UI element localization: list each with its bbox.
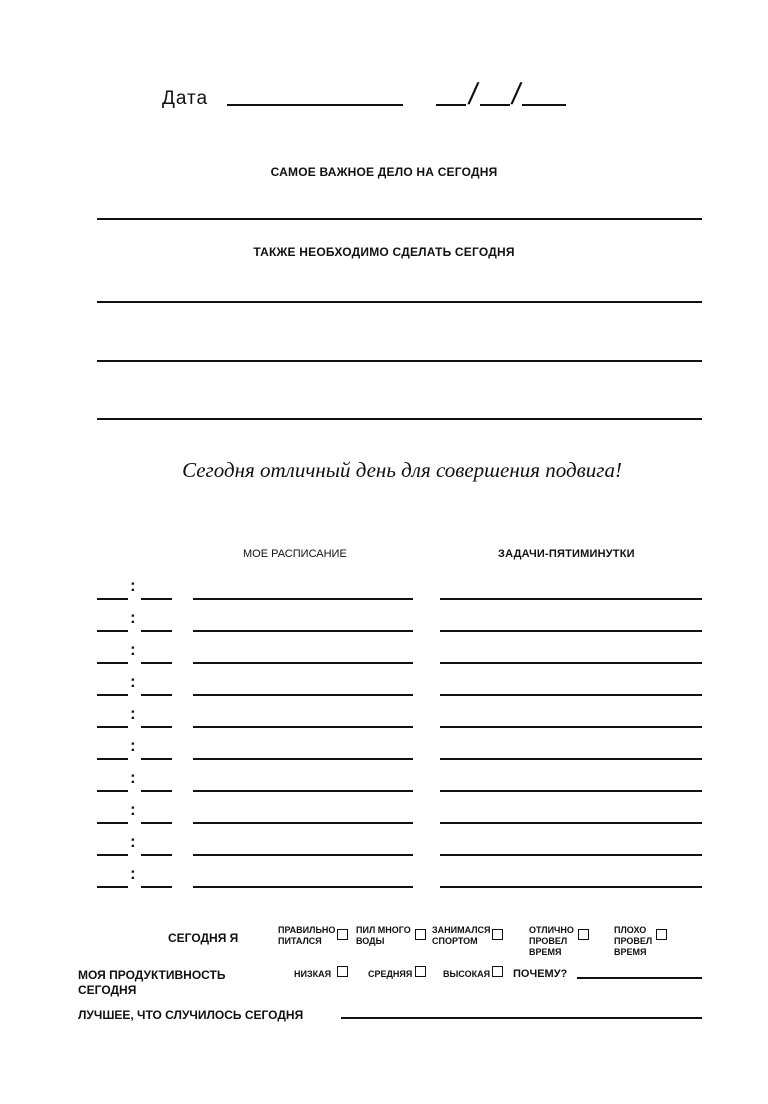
date-separator-2: / bbox=[509, 78, 524, 111]
schedule-hour-field[interactable] bbox=[97, 598, 128, 600]
great-time-checkbox[interactable] bbox=[578, 929, 589, 940]
schedule-heading: МОЕ РАСПИСАНИЕ bbox=[243, 548, 347, 560]
time-colon: : bbox=[130, 608, 136, 627]
five-minute-task-line[interactable] bbox=[440, 822, 702, 824]
productivity-medium-label: СРЕДНЯЯ bbox=[368, 969, 413, 979]
date-label: Дата bbox=[162, 88, 209, 109]
also-needed-title: ТАКЖЕ НЕОБХОДИМО СДЕЛАТЬ СЕГОДНЯ bbox=[253, 245, 515, 259]
date-separator-1: / bbox=[466, 78, 481, 111]
schedule-hour-field[interactable] bbox=[97, 822, 128, 824]
schedule-hour-field[interactable] bbox=[97, 790, 128, 792]
schedule-hour-field[interactable] bbox=[97, 694, 128, 696]
schedule-hour-field[interactable] bbox=[97, 630, 128, 632]
schedule-minute-field[interactable] bbox=[141, 630, 172, 632]
drank-water-checkbox[interactable] bbox=[415, 929, 426, 940]
time-colon: : bbox=[130, 864, 136, 883]
date-month-field[interactable] bbox=[480, 104, 510, 106]
drank-water-label: ПИЛ МНОГО ВОДЫ bbox=[356, 925, 411, 946]
five-minute-task-line[interactable] bbox=[440, 854, 702, 856]
did-sport-label: ЗАНИМАЛСЯ СПОРТОМ bbox=[432, 925, 491, 946]
five-minute-task-line[interactable] bbox=[440, 726, 702, 728]
also-needed-line-3[interactable] bbox=[97, 418, 702, 420]
best-line[interactable] bbox=[341, 1017, 702, 1019]
schedule-minute-field[interactable] bbox=[141, 790, 172, 792]
schedule-minute-field[interactable] bbox=[141, 886, 172, 888]
time-colon: : bbox=[130, 576, 136, 595]
why-line[interactable] bbox=[577, 977, 702, 979]
schedule-minute-field[interactable] bbox=[141, 726, 172, 728]
schedule-entry-line[interactable] bbox=[193, 790, 413, 792]
today-i-label: СЕГОДНЯ Я bbox=[168, 931, 239, 945]
time-colon: : bbox=[130, 800, 136, 819]
best-label: ЛУЧШЕЕ, ЧТО СЛУЧИЛОСЬ СЕГОДНЯ bbox=[78, 1008, 304, 1022]
time-colon: : bbox=[130, 672, 136, 691]
productivity-medium-checkbox[interactable] bbox=[415, 966, 426, 977]
five-minute-task-line[interactable] bbox=[440, 630, 702, 632]
five-minute-task-line[interactable] bbox=[440, 758, 702, 760]
motto: Сегодня отличный день для совершения подвига! bbox=[182, 458, 622, 482]
schedule-entry-line[interactable] bbox=[193, 854, 413, 856]
productivity-high-checkbox[interactable] bbox=[492, 966, 503, 977]
five-minute-task-line[interactable] bbox=[440, 886, 702, 888]
productivity-low-checkbox[interactable] bbox=[337, 966, 348, 977]
schedule-hour-field[interactable] bbox=[97, 854, 128, 856]
schedule-minute-field[interactable] bbox=[141, 694, 172, 696]
also-needed-line-2[interactable] bbox=[97, 360, 702, 362]
date-year-field[interactable] bbox=[522, 104, 566, 106]
time-colon: : bbox=[130, 736, 136, 755]
time-colon: : bbox=[130, 704, 136, 723]
schedule-hour-field[interactable] bbox=[97, 886, 128, 888]
schedule-entry-line[interactable] bbox=[193, 598, 413, 600]
schedule-entry-line[interactable] bbox=[193, 886, 413, 888]
five-minute-task-line[interactable] bbox=[440, 662, 702, 664]
productivity-low-label: НИЗКАЯ bbox=[294, 969, 332, 979]
why-label: ПОЧЕМУ? bbox=[513, 968, 568, 980]
most-important-line[interactable] bbox=[97, 218, 702, 220]
five-minute-task-line[interactable] bbox=[440, 598, 702, 600]
tasks-heading: ЗАДАЧИ-ПЯТИМИНУТКИ bbox=[498, 548, 635, 560]
ate-well-label: ПРАВИЛЬНО ПИТАЛСЯ bbox=[278, 925, 336, 946]
time-colon: : bbox=[130, 640, 136, 659]
time-colon: : bbox=[130, 832, 136, 851]
schedule-minute-field[interactable] bbox=[141, 662, 172, 664]
most-important-title: САМОЕ ВАЖНОЕ ДЕЛО НА СЕГОДНЯ bbox=[270, 165, 498, 179]
great-time-label: ОТЛИЧНО ПРОВЕЛ ВРЕМЯ bbox=[529, 925, 574, 957]
schedule-entry-line[interactable] bbox=[193, 822, 413, 824]
schedule-entry-line[interactable] bbox=[193, 758, 413, 760]
schedule-hour-field[interactable] bbox=[97, 662, 128, 664]
schedule-minute-field[interactable] bbox=[141, 598, 172, 600]
schedule-minute-field[interactable] bbox=[141, 758, 172, 760]
also-needed-line-1[interactable] bbox=[97, 301, 702, 303]
schedule-minute-field[interactable] bbox=[141, 822, 172, 824]
did-sport-checkbox[interactable] bbox=[492, 929, 503, 940]
bad-time-label: ПЛОХО ПРОВЕЛ ВРЕМЯ bbox=[614, 925, 653, 957]
date-day-field[interactable] bbox=[436, 104, 466, 106]
productivity-high-label: ВЫСОКАЯ bbox=[443, 969, 491, 979]
schedule-entry-line[interactable] bbox=[193, 662, 413, 664]
productivity-label: МОЯ ПРОДУКТИВНОСТЬ СЕГОДНЯ bbox=[78, 968, 226, 997]
bad-time-checkbox[interactable] bbox=[656, 929, 667, 940]
schedule-entry-line[interactable] bbox=[193, 694, 413, 696]
date-text-field[interactable] bbox=[227, 104, 403, 106]
schedule-hour-field[interactable] bbox=[97, 726, 128, 728]
time-colon: : bbox=[130, 768, 136, 787]
five-minute-task-line[interactable] bbox=[440, 790, 702, 792]
schedule-hour-field[interactable] bbox=[97, 758, 128, 760]
schedule-entry-line[interactable] bbox=[193, 630, 413, 632]
schedule-minute-field[interactable] bbox=[141, 854, 172, 856]
five-minute-task-line[interactable] bbox=[440, 694, 702, 696]
ate-well-checkbox[interactable] bbox=[337, 929, 348, 940]
schedule-entry-line[interactable] bbox=[193, 726, 413, 728]
